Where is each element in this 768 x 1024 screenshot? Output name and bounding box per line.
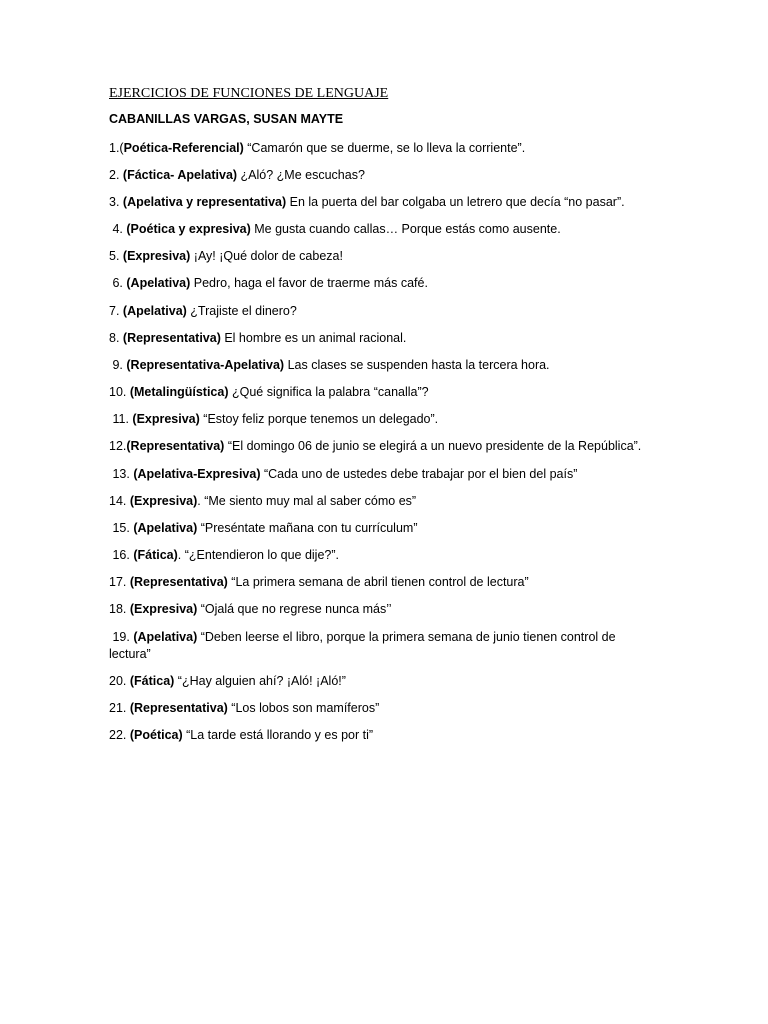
exercise-item <box>109 520 649 537</box>
exercise-text: “Los lobos son mamíferos” <box>227 701 380 715</box>
exercise-item <box>109 248 649 265</box>
exercise-item <box>109 167 649 184</box>
exercise-function: (Apelativa y representativa) <box>122 195 287 209</box>
exercise-item <box>109 727 649 744</box>
exercise-function: (Representativa) <box>126 439 225 453</box>
exercise-number: 10. <box>109 385 130 399</box>
exercise-function: (Expresiva) <box>132 412 200 426</box>
exercise-item <box>109 140 649 157</box>
exercise-item <box>109 700 649 717</box>
exercise-function: Poética-Referencial <box>123 141 240 155</box>
exercise-text: Me gusta cuando callas… Porque estás como ausente. <box>250 222 561 236</box>
exercise-item <box>109 275 649 292</box>
exercise-number: 8. <box>109 331 123 345</box>
exercise-function: (Representativa) <box>122 331 221 345</box>
exercise-number: 6. <box>112 276 127 290</box>
exercise-number: 4. <box>112 222 127 236</box>
exercise-item <box>109 629 649 663</box>
exercise-text: ¿Trajiste el dinero? <box>186 304 297 318</box>
exercise-item <box>109 438 649 455</box>
exercise-function: (Expresiva) <box>122 249 191 263</box>
exercise-item <box>109 411 649 428</box>
exercise-text: . “Me siento muy mal al saber cómo es” <box>197 494 417 508</box>
exercise-number: 20. <box>109 674 130 688</box>
exercise-function: ) <box>239 141 244 155</box>
exercise-function: (Representativa-Apelativa) <box>126 358 285 372</box>
exercise-item <box>109 303 649 320</box>
exercise-function: (Representativa) <box>129 701 228 715</box>
exercise-text: ¡Ay! ¡Qué dolor de cabeza! <box>190 249 343 263</box>
exercise-text: . “¿Entendieron lo que dije?”. <box>177 548 340 562</box>
exercise-item <box>109 330 649 347</box>
exercise-item <box>109 384 649 401</box>
exercise-function: (Expresiva) <box>129 494 198 508</box>
exercise-text: “Deben leerse el libro, porque la primera semana de junio tienen control de lectura” <box>109 630 616 661</box>
exercise-number: 21. <box>109 701 130 715</box>
exercise-text: “Camarón que se duerme, se lo lleva la corriente”. <box>243 141 526 155</box>
exercise-function: (Poética) <box>129 728 183 742</box>
exercise-number: 11. <box>112 412 133 426</box>
exercise-text: “¿Hay alguien ahí? ¡Aló! ¡Aló!” <box>174 674 346 688</box>
exercise-function: (Metalingüística) <box>129 385 229 399</box>
exercise-number: 5. <box>109 249 123 263</box>
exercise-number: 3. <box>109 195 123 209</box>
exercise-item <box>109 221 649 238</box>
author-name: CABANILLAS VARGAS, SUSAN MAYTE <box>109 112 344 126</box>
exercise-text: En la puerta del bar colgaba un letrero que decía “no pasar”. <box>286 195 625 209</box>
exercise-text: ¿Qué significa la palabra “canalla”? <box>228 385 429 399</box>
exercise-function: (Apelativa) <box>122 304 187 318</box>
exercise-function: (Fática) <box>133 548 178 562</box>
exercise-text: “Ojalá que no regrese nunca más’’ <box>197 602 392 616</box>
exercise-text: “Cada uno de ustedes debe trabajar por el bien del país” <box>260 467 578 481</box>
exercise-number: 1.( <box>109 141 124 155</box>
exercise-item <box>109 493 649 510</box>
exercise-function: (Fáctica- Apelativa) <box>122 168 238 182</box>
exercise-function: (Apelativa) <box>133 630 198 644</box>
exercise-function: (Apelativa) <box>133 521 198 535</box>
exercise-number: 14. <box>109 494 130 508</box>
exercise-text: “Preséntate mañana con tu currículum” <box>197 521 418 535</box>
exercise-function: (Apelativa-Expresiva) <box>133 467 261 481</box>
exercise-text: Pedro, haga el favor de traerme más café. <box>190 276 428 290</box>
exercise-text: Las clases se suspenden hasta la tercera hora. <box>284 358 550 372</box>
exercise-function: (Fática) <box>129 674 175 688</box>
exercise-text: El hombre es un animal racional. <box>220 331 407 345</box>
exercise-item <box>109 194 649 211</box>
exercise-number: 18. <box>109 602 130 616</box>
exercise-number: 16. <box>112 548 134 562</box>
exercise-item <box>109 601 649 618</box>
exercise-number: 17. <box>109 575 130 589</box>
exercise-item <box>109 357 649 374</box>
exercise-number: 12. <box>109 439 127 453</box>
exercise-item <box>109 574 649 591</box>
exercise-number: 9. <box>112 358 127 372</box>
exercise-text: ¿Aló? ¿Me escuchas? <box>237 168 365 182</box>
exercise-function: (Apelativa) <box>126 276 191 290</box>
exercise-text: “El domingo 06 de junio se elegirá a un nuevo presidente de la República”. <box>224 439 642 453</box>
exercise-text: “Estoy feliz porque tenemos un delegado”. <box>199 412 439 426</box>
exercise-number: 19. <box>112 630 134 644</box>
exercise-function: (Expresiva) <box>129 602 198 616</box>
exercise-number: 7. <box>109 304 123 318</box>
exercise-number: 2. <box>109 168 123 182</box>
exercise-function: (Representativa) <box>129 575 228 589</box>
exercise-item <box>109 547 649 564</box>
exercise-text: “La primera semana de abril tienen control de lectura” <box>227 575 529 589</box>
exercise-number: 22. <box>109 728 130 742</box>
exercise-text: “La tarde está llorando y es por ti” <box>182 728 374 742</box>
exercise-item <box>109 673 649 690</box>
exercise-number: 15. <box>112 521 134 535</box>
exercise-function: (Poética y expresiva) <box>126 222 251 236</box>
document-title: EJERCICIOS DE FUNCIONES DE LENGUAJE <box>109 86 389 101</box>
exercise-number: 13. <box>112 467 134 481</box>
exercise-item <box>109 466 649 483</box>
